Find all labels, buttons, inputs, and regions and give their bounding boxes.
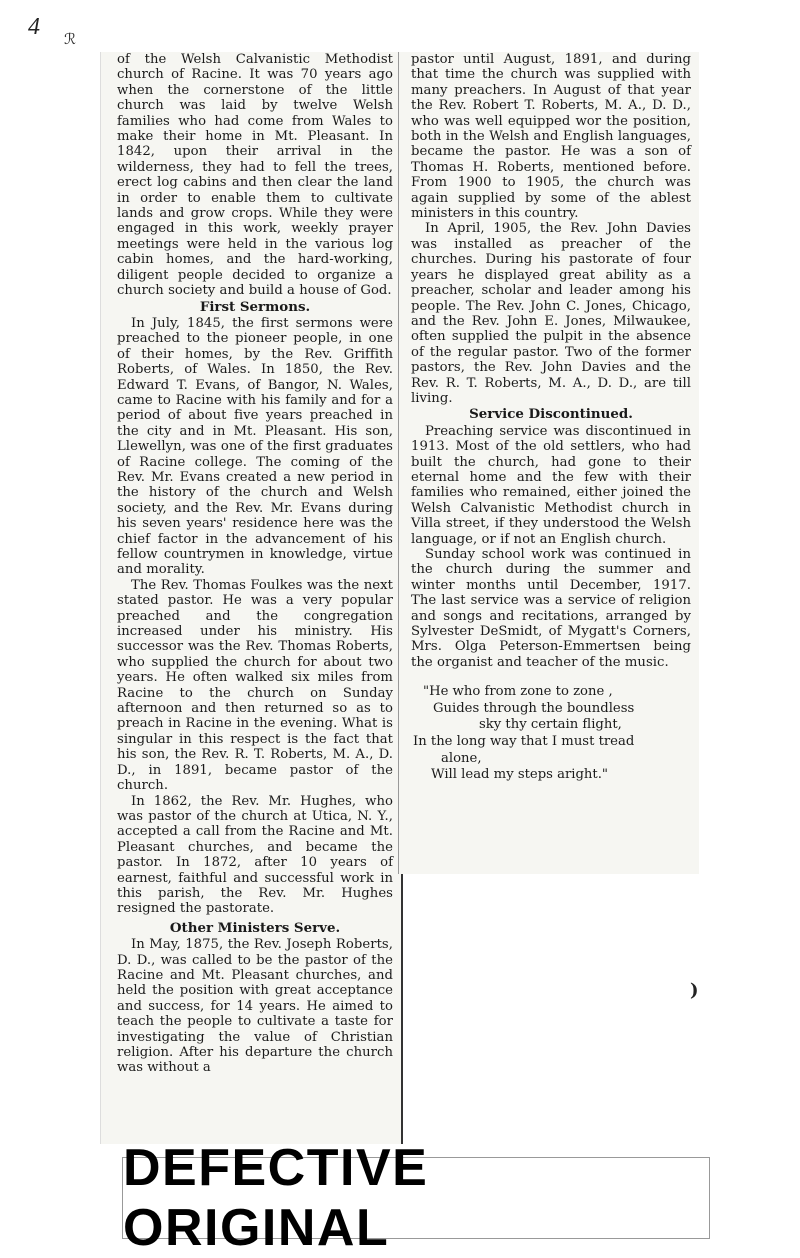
right-paragraph-3: Preaching service was discontinued in 1913. Most of the old settlers, who had built the church, had gone to their eternal home and the few with their families who remained, either joined the Welsh Calvanistic Methodist church in Villa street, if they understood the Welsh language, or if not an English church. <box>411 423 691 547</box>
left-column-clipping <box>100 52 403 1144</box>
left-paragraph-5: In May, 1875, the Rev. Joseph Roberts, D. D., was called to be the pastor of the Racine and Mt. Pleasant churches, and held the position with great acceptance and success, for 14 years. He aimed to teach the people to cultivate a taste for investigating the value of Christian religion. After his departure the church was without a <box>117 937 393 1076</box>
right-paragraph-2: In April, 1905, the Rev. John Davies was installed as preacher of the churches. During his pastorate of four years he displayed great ability as a preacher, scholar and leader among his people. The Rev. John C. Jones, Chicago, and the Rev. John E. Jones, Milwaukee, often supplied the pulpit in the absence of the regular pastor. Two of the former pastors, the Rev. John Davies and the Rev. R. T. Roberts, M. A., D. D., are till living. <box>411 221 691 406</box>
left-paragraph-2: In July, 1845, the first sermons were preached to the pioneer people, in one of their homes, by the Rev. Griffith Roberts, of Wales. In 1850, the Rev. Edward T. Evans, of Bangor, N. Wales, came to Racine with his family and for a period of about five years preached in the city and in Mt. Pleasant. His son, Llewellyn, was one of the first graduates of Racine college. The coming of the Rev. Mr. Evans created a new period in the history of the church and Welsh society, and the Rev. Mr. Evans during his seven years' residence here was the chief factor in the advancement of his fellow countrymen in knowledge, virtue and morality. <box>117 315 393 578</box>
stray-ink-mark: ) <box>690 980 699 1001</box>
right-paragraph-4: Sunday school work was continued in the church during the summer and winter months until December, 1917. The last service was a service of religion and songs and recitations, arranged by Sylvester DeSmidt, of Mygatt's Corners, Mrs. Olga Peterson-Emmertsen being the organist and teacher of the music. <box>411 547 691 670</box>
banner-text: DEFECTIVE ORIGINAL <box>123 1139 429 1257</box>
closing-poem <box>411 684 691 784</box>
left-paragraph-3: The Rev. Thomas Foulkes was the next stated pastor. He was a very popular preached and the congregation increased under his ministry. His successor was the Rev. Thomas Roberts, who supplied the church for about two years. He often walked six miles from Racine to the church on Sunday afternoon and then returned so as to preach in Racine in the evening. What is singular in this respect is the fact that his son, the Rev. R. T. Roberts, M. A., D. D., in 1891, became pastor of the church. <box>117 577 393 794</box>
subhead-first-sermons: First Sermons. <box>199 298 311 315</box>
poem-line: In the long way that I must tread <box>413 734 635 750</box>
poem-line: alone, <box>441 750 482 766</box>
corner-mark: ℛ <box>64 30 76 48</box>
poem-line: Guides through the boundless <box>433 700 635 716</box>
left-paragraph-1: of the Welsh Calvanistic Methodist church of Racine. It was 70 years ago when the cornerstone of the little church was laid by twelve Welsh families who had come from Wales to make their home in Mt. Pleasant. In 1842, upon their arrival in the wilderness, they had to fell the trees, erect log cabins and then clear the land in order to enable them to cultivate lands and grow crops. While they were engaged in this work, weekly prayer meetings were held in the various log cabin homes, and the hard-working, diligent people decided to organize a church society and build a house of God. <box>117 52 393 299</box>
poem-line: Will lead my steps aright." <box>431 767 608 783</box>
right-column-clipping <box>398 52 699 874</box>
subhead-other-ministers: Other Ministers Serve. <box>169 919 341 936</box>
poem-line: "He who from zone to zone , <box>423 684 613 700</box>
left-paragraph-4: In 1862, the Rev. Mr. Hughes, who was pastor of the church at Utica, N. Y., accepted a call from the Racine and Mt. Pleasant churches, and became the pastor. In 1872, after 10 years of earnest, faithful and successful work in this parish, the Rev. Mr. Hughes resigned the pastorate. <box>117 793 393 917</box>
poem-line: sky thy certain flight, <box>479 717 622 733</box>
right-paragraph-1: pastor until August, 1891, and during that time the church was supplied with many preachers. In August of that year the Rev. Robert T. Roberts, M. A., D. D., who was well equipped wor the position, both in the Welsh and English languages, became the pastor. He was a son of Thomas H. Roberts, mentioned before. From 1900 to 1905, the church was again supplied by some of the ablest ministers in this country. <box>411 52 691 222</box>
defective-original-banner <box>122 1139 710 1257</box>
subhead-service-discontinued: Service Discontinued. <box>469 406 633 423</box>
page-number: 4 <box>28 14 40 40</box>
